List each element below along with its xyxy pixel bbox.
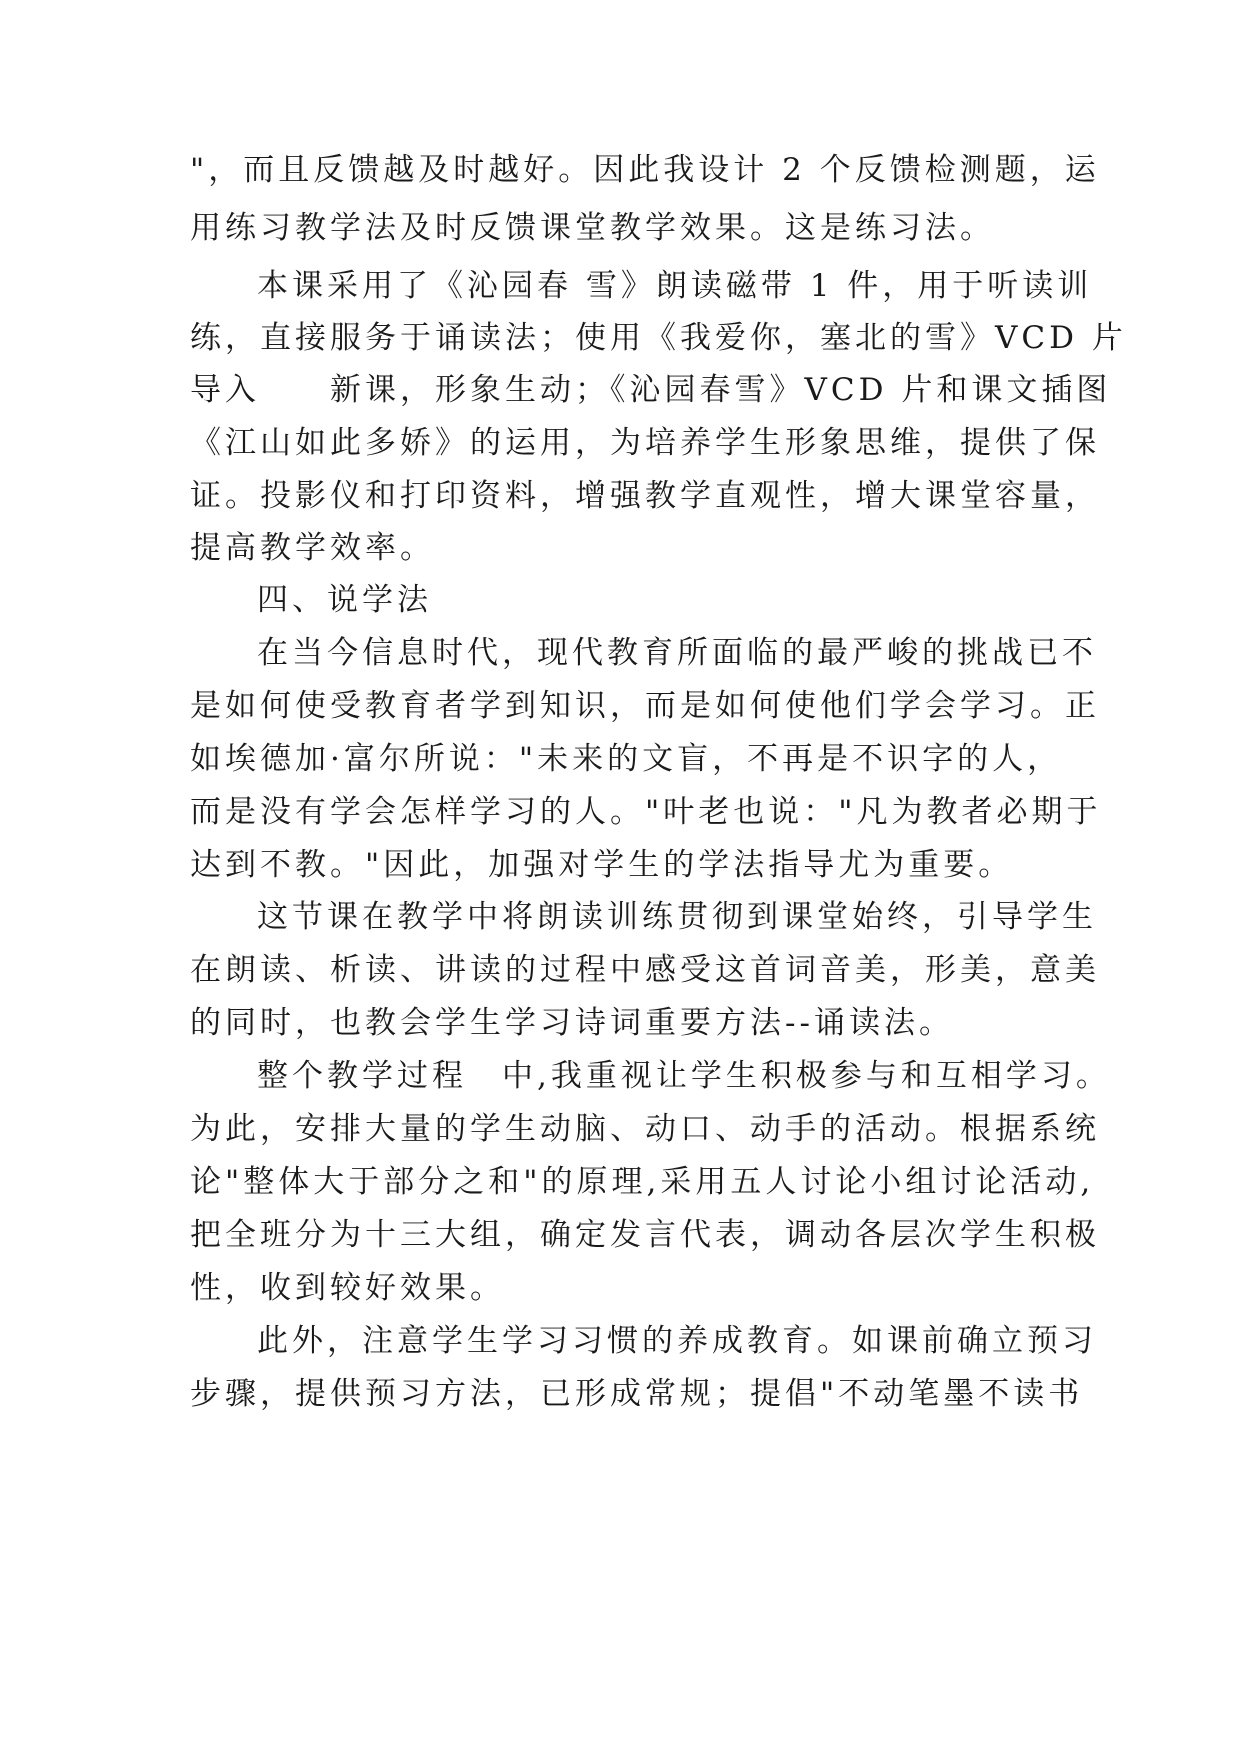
text-line: 练，直接服务于诵读法；使用《我爱你，塞北的雪》VCD 片 [190,320,1127,356]
paragraph-start-line: 这节课在教学中将朗读训练贯彻到课堂始终，引导学生 [257,899,1097,935]
text-line: 证。投影仪和打印资料，增强教学直观性，增大课堂容量， [190,478,1100,514]
text-line: "，而且反馈越及时越好。因此我设计 2 个反馈检测题，运 [190,152,1100,188]
text-line: 步骤，提供预习方法，已形成常规；提倡"不动笔墨不读书 [190,1376,1084,1412]
text-line: 是如何使受教育者学到知识，而是如何使他们学会学习。正 [190,688,1100,724]
text-line: 导入 新课，形象生动；《沁园春雪》VCD 片和课文插图 [190,372,1112,408]
text-line: 《江山如此多娇》的运用，为培养学生形象思维，提供了保 [190,425,1100,461]
paragraph-start-line: 本课采用了《沁园春 雪》朗读磁带 1 件，用于听读训 [257,268,1093,304]
text-line: 而是没有学会怎样学习的人。"叶老也说："凡为教者必期于 [190,794,1102,830]
text-line: 把全班分为十三大组，确定发言代表，调动各层次学生积极 [190,1217,1100,1253]
text-line: 用练习教学法及时反馈课堂教学效果。这是练习法。 [190,210,995,246]
text-line: 达到不教。"因此，加强对学生的学法指导尤为重要。 [190,847,1014,883]
text-line: 为此，安排大量的学生动脑、动口、动手的活动。根据系统 [190,1111,1100,1147]
text-line: 在朗读、析读、讲读的过程中感受这首词音美，形美，意美 [190,952,1100,988]
text-line: 提高教学效率。 [190,530,435,566]
text-line: 性，收到较好效果。 [190,1270,505,1306]
paragraph-start-line: 整个教学过程 中,我重视让学生积极参与和互相学习。 [257,1058,1111,1094]
paragraph-start-line: 此外，注意学生学习习惯的养成教育。如课前确立预习 [257,1323,1097,1359]
text-line: 论"整体大于部分之和"的原理,采用五人讨论小组讨论活动, [190,1164,1095,1200]
section-heading: 四、说学法 [257,582,432,618]
text-line: 的同时，也教会学生学习诗词重要方法--诵读法。 [190,1005,954,1041]
paragraph-start-line: 在当今信息时代，现代教育所面临的最严峻的挑战已不 [257,635,1097,671]
text-line: 如埃德加·富尔所说："未来的文盲，不再是不识字的人， [190,741,1063,777]
